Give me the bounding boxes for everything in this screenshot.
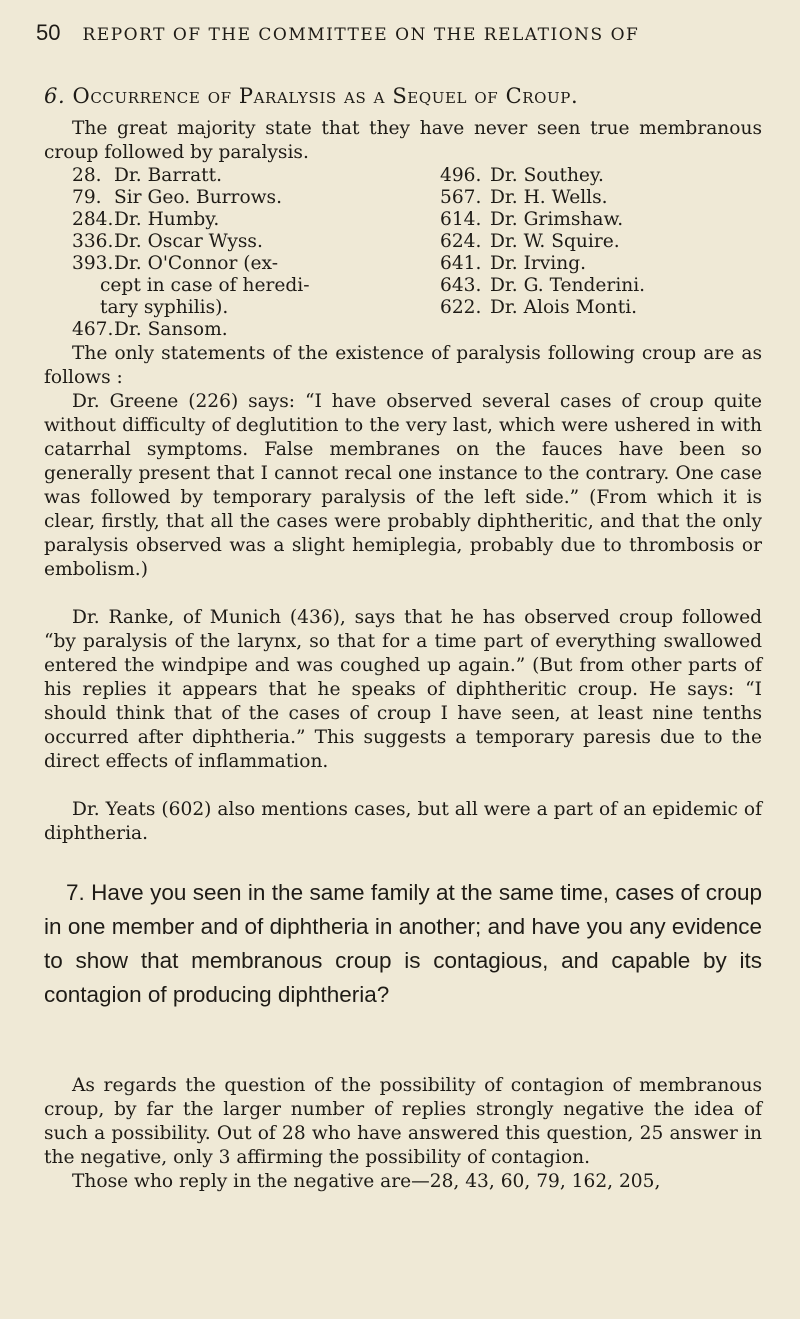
paragraph-yeats: Dr. Yeats (602) also mentions cases, but all were a part of an epidemic of diphtheria. [44, 799, 762, 844]
intro-paragraph: The great majority state that they have never seen true membranous croup followed by paralysis. [44, 118, 762, 163]
paragraph-ranke: Dr. Ranke, of Munich (436), says that he has observed croup followed “by paralysis of the larynx, so that for a time part of everything swallowed entered the windpipe and was coughed up again.” (But from other parts of his replies it appears that he speaks of diphtheritic croup. He says: “I should think that of the cases of croup I have seen, at least nine tenths occurred after diphtheria.” This suggests a temporary paresis due to the direct effects of inflammation. [44, 607, 762, 772]
respondent-list-left [72, 165, 309, 341]
respondent-name: cept in case of heredi- [100, 275, 310, 296]
respondent-name: Dr. G. Tenderini. [490, 275, 646, 296]
respondent-name: Dr. Humby. [114, 209, 220, 230]
running-header [36, 20, 639, 46]
respondent-number: 567. [440, 187, 482, 208]
paragraph-greene: Dr. Greene (226) says: “I have observed several cases of croup quite without difficulty of deglutition to the very last, which were ushered in with catarrhal symptoms. False membranes on the fauces have been so generally present that I cannot recal one instance to the contrary. One case was followed by temporary paralysis of the left side.” (From which it is clear, firstly, that all the cases were probably diphtheritic, and that the only paralysis observed was a slight hemiplegia, probably due to thrombosis or embolism.) [44, 391, 762, 580]
paragraph-contagion: As regards the question of the possibility of contagion of membranous croup, by far the larger number of replies strongly negative the idea of such a possibility. Out of 28 who have answered this question, 25 answer in the negative, only 3 affirming the possibility of contagion. [44, 1075, 762, 1168]
respondent-name: Dr. Southey. [490, 165, 604, 186]
respondent-name: tary syphilis). [100, 297, 229, 318]
respondent-number: 622. [440, 297, 482, 318]
respondent-number: 643. [440, 275, 482, 296]
respondent-name: Sir Geo. Burrows. [114, 187, 283, 208]
section-number: 6. [44, 84, 66, 108]
respondent-entry [72, 165, 309, 187]
paragraph-negative-replies: Those who reply in the negative are—28, 43, 60, 79, 162, 205, [72, 1171, 661, 1192]
respondent-number: 641. [440, 253, 482, 274]
respondent-entry [440, 165, 645, 187]
respondent-number: 496. [440, 165, 482, 186]
respondent-entry [72, 253, 309, 275]
respondent-entry [72, 297, 309, 319]
respondent-name: Dr. Alois Monti. [490, 297, 638, 318]
respondent-entry [72, 319, 309, 341]
paragraph: The only statements of the existence of paralysis following croup are as follows : [44, 343, 762, 388]
section-heading [44, 84, 578, 108]
respondent-number: 284. [72, 209, 114, 230]
respondent-name: Dr. Barratt. [114, 165, 223, 186]
respondent-name: Dr. Sansom. [114, 319, 228, 340]
respondent-name: Dr. Irving. [490, 253, 587, 274]
respondent-name: Dr. O'Connor (ex- [114, 253, 278, 274]
respondent-number: 624. [440, 231, 482, 252]
respondent-number: 336. [72, 231, 114, 252]
respondent-number: 393. [72, 253, 114, 274]
respondent-entry [440, 297, 645, 319]
section-title: Occurrence of Paralysis as a Sequel of Croup. [72, 84, 579, 108]
respondent-name: Dr. Oscar Wyss. [114, 231, 263, 252]
page-number: 50 [36, 20, 61, 45]
respondent-name: Dr. Grimshaw. [490, 209, 624, 230]
respondent-entry [440, 209, 645, 231]
question-7-heading: 7. Have you seen in the same family at the same time, cases of croup in one member and of diphtheria in another; and have you any evidence to show that membranous croup is contagious, and capable by its contagion of producing diphtheria? [44, 880, 762, 1007]
respondent-entry [440, 275, 645, 297]
respondent-entry [72, 187, 309, 209]
respondent-entry [440, 253, 645, 275]
running-title: REPORT OF THE COMMITTEE ON THE RELATIONS OF [82, 25, 640, 45]
respondent-entry [440, 231, 645, 253]
respondent-number: 614. [440, 209, 482, 230]
respondent-entry [72, 209, 309, 231]
respondent-entry [440, 187, 645, 209]
respondent-entry [72, 231, 309, 253]
respondent-number: 28. [72, 165, 102, 186]
respondent-number: 79. [72, 187, 102, 208]
respondent-number: 467. [72, 319, 114, 340]
respondent-name: Dr. H. Wells. [490, 187, 608, 208]
respondent-entry [72, 275, 309, 297]
respondent-list-right [440, 165, 645, 319]
respondent-name: Dr. W. Squire. [490, 231, 620, 252]
